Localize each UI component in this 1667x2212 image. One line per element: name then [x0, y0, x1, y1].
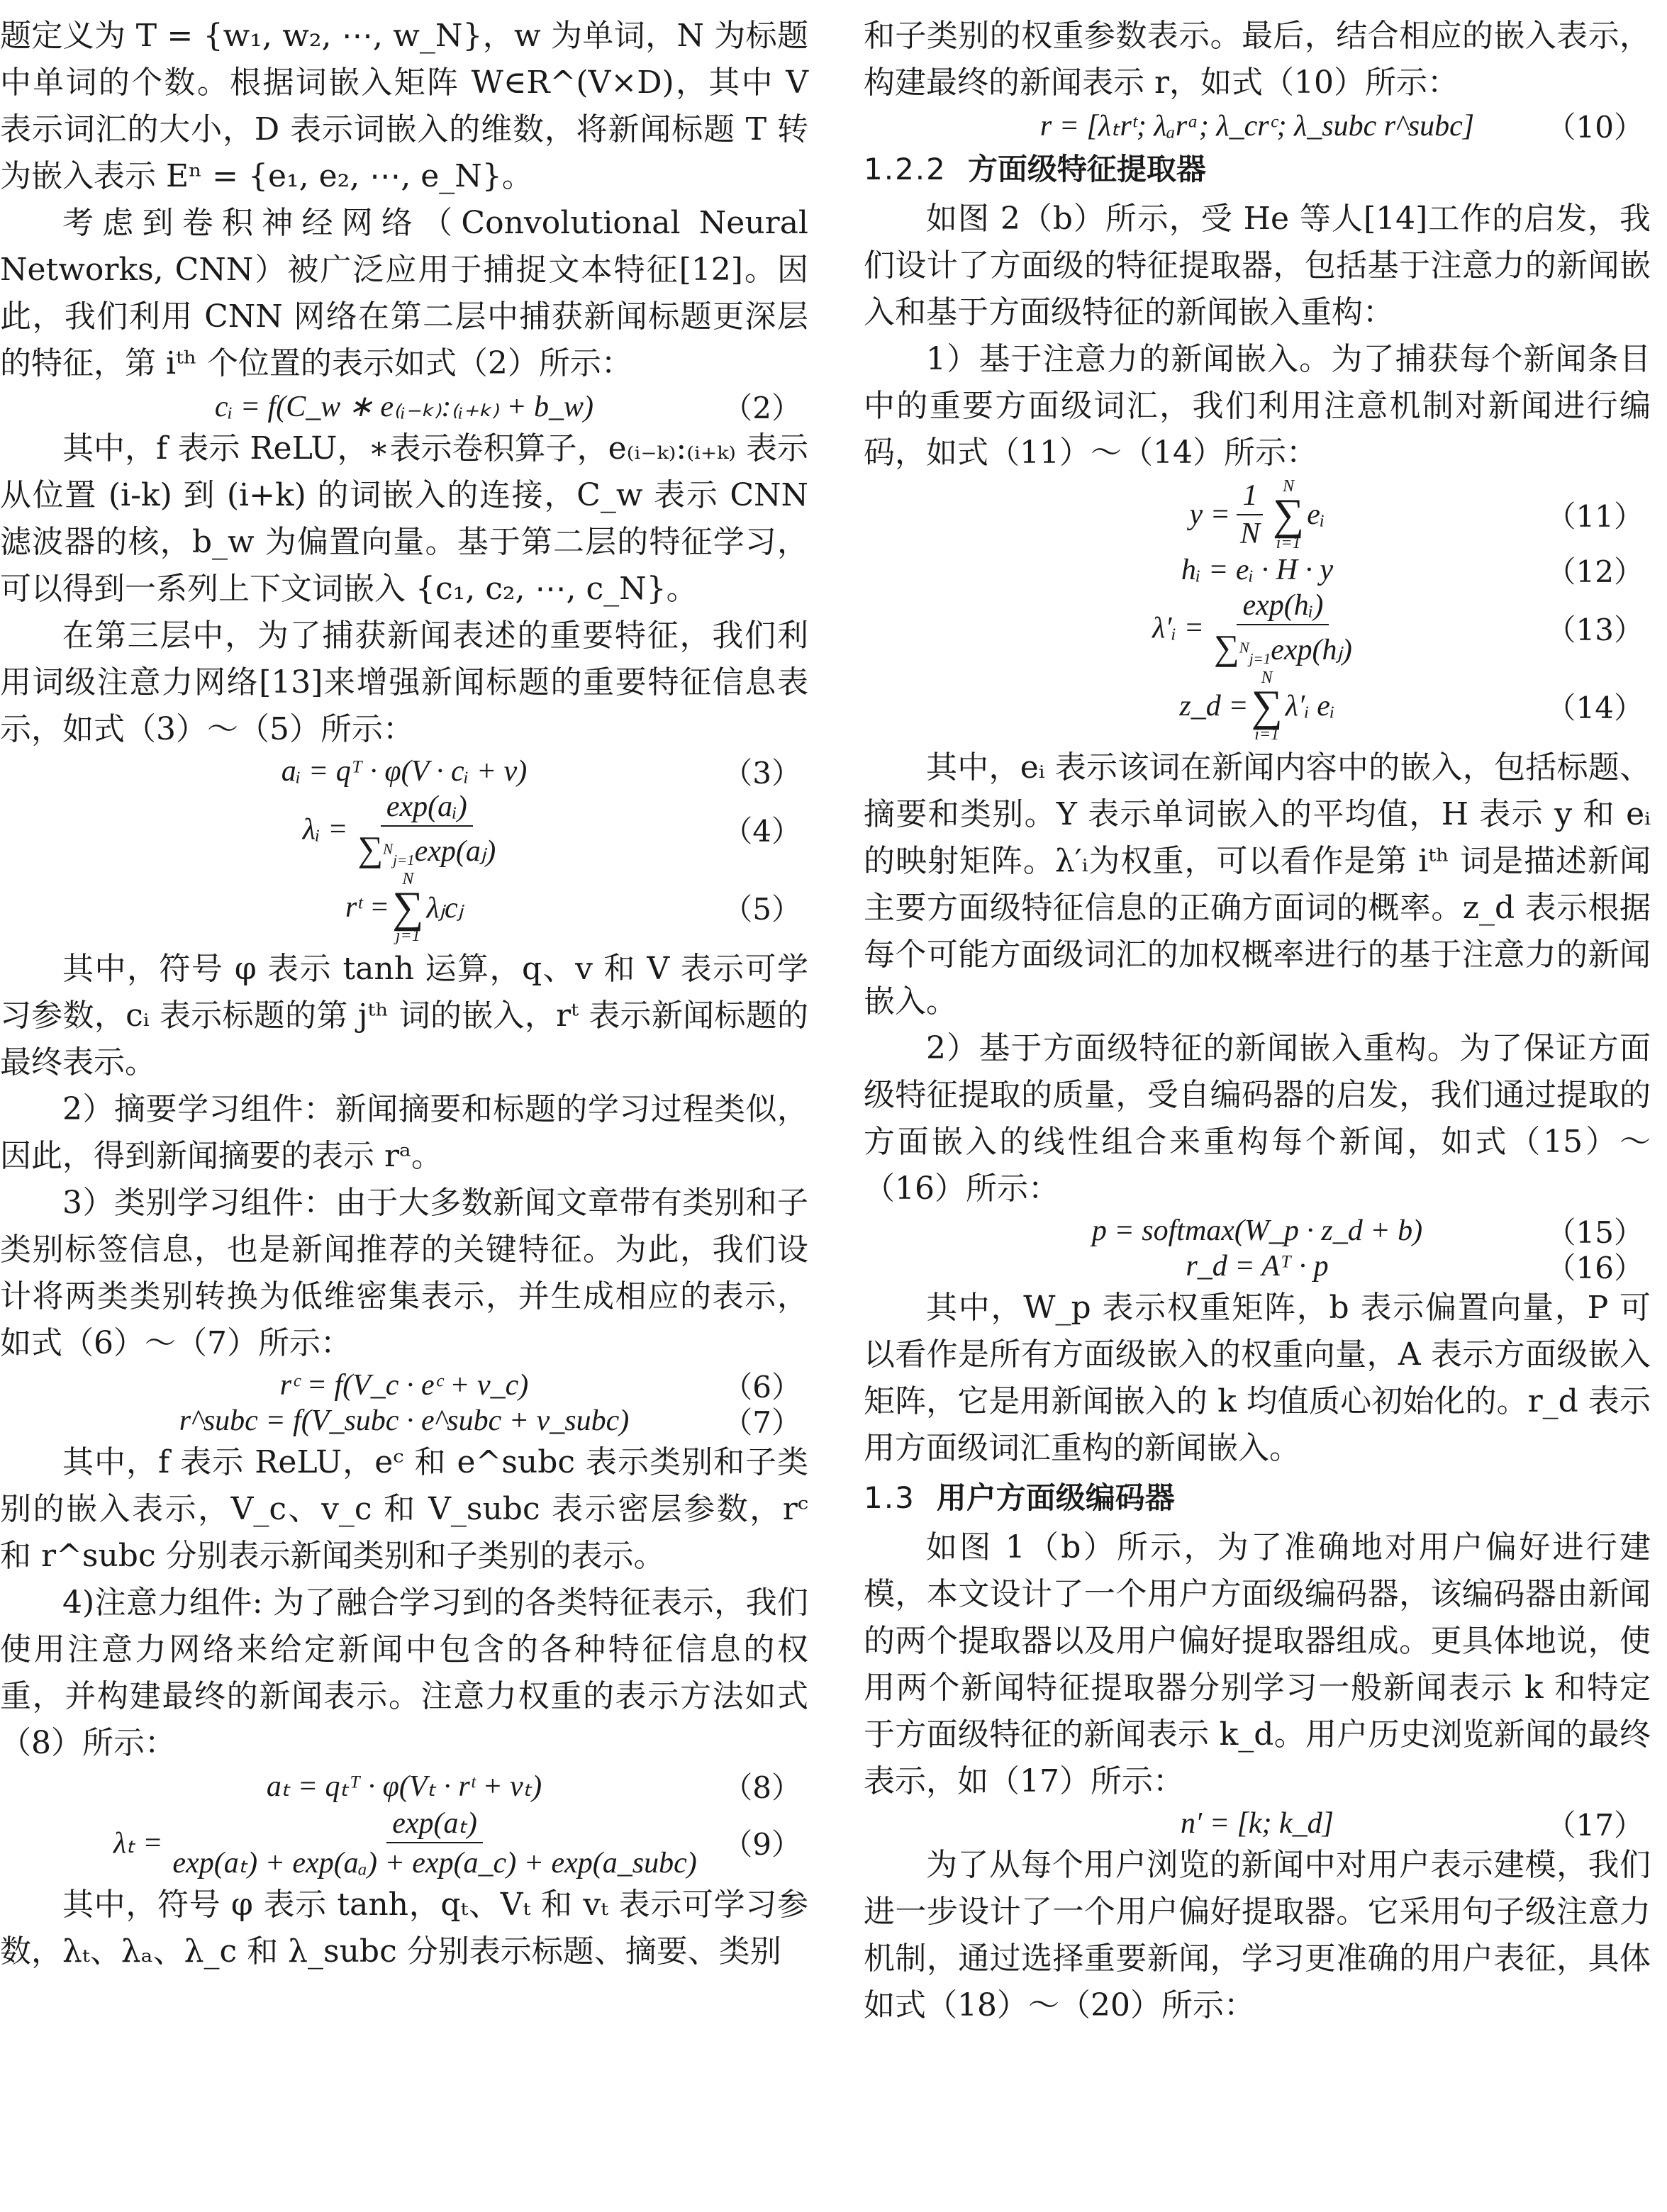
equation-17-body: n′ = [k; k_d]	[1181, 1807, 1334, 1840]
equation-13-number: （13）	[1546, 613, 1644, 648]
equation-5-lhs: rᵗ =	[345, 891, 390, 925]
equation-11-sum-upper: N	[1283, 477, 1295, 496]
equation-4	[0, 790, 808, 869]
equation-14-rhs: λ′ᵢ eᵢ	[1285, 690, 1335, 723]
equation-13	[864, 588, 1651, 668]
equation-6	[0, 1368, 808, 1405]
section-heading-1-2-2	[864, 146, 1651, 193]
equation-13-sum-upper: N	[1239, 639, 1249, 657]
left-paragraph-7: 3）类别学习组件：由于大多数新闻文章带有类别和子类别标签信息，也是新闻推荐的关键特征。为此，我们设计将两类类别转换为低维密集表示，并生成相应的表示，如式（6）～（7）所示：	[0, 1185, 808, 1362]
section-number-1-3: 1.3	[864, 1480, 915, 1516]
right-paragraph-6: 其中，W_p 表示权重矩阵，b 表示偏置向量，P 可以看作是所有方面级嵌入的权重向量，A 表示方面级嵌入矩阵，它是用新闻嵌入的 k 均值质心初始化的。r_d 表示用方面级词汇重构的新闻嵌入。	[864, 1290, 1651, 1467]
equation-4-denominator: ∑$^N_{j=1}$exp(aⱼ)	[357, 829, 496, 869]
equation-12-number: （12）	[1546, 554, 1644, 589]
equation-13-denominator: ∑$^N_{j=1}$exp(hⱼ)	[1214, 627, 1352, 668]
equation-4-fraction	[352, 790, 501, 869]
right-paragraph-7: 如图 1（b）所示，为了准确地对用户偏好进行建模，本文设计了一个用户方面级编码器，该编码器由新闻的两个提取器以及用户偏好提取器组成。更具体地说，使用两个新闻特征提取器分别学习一般新闻表示 k 和特定于方面级特征的新闻表示 k_d。用户历史浏览新闻的最终表示，如（17）所示：	[864, 1529, 1651, 1800]
equation-2-number: （2）	[723, 391, 801, 425]
left-paragraph-6: 2）摘要学习组件：新闻摘要和标题的学习过程类似，因此，得到新闻摘要的表示 rᵃ。	[0, 1091, 808, 1175]
equation-11-fraction	[1234, 479, 1266, 551]
equation-15-number: （15）	[1546, 1215, 1644, 1251]
equation-12-body: hᵢ = eᵢ · H · y	[1181, 554, 1334, 586]
equation-12	[864, 553, 1651, 587]
equation-4-sum-upper: N	[383, 840, 394, 858]
equation-6-number: （6）	[723, 1370, 801, 1405]
equation-13-numerator: exp(hᵢ)	[1237, 588, 1329, 625]
equation-5	[0, 871, 808, 944]
equation-9-fraction	[167, 1805, 702, 1880]
left-paragraph-4: 在第三层中，为了捕获新闻表述的重要特征，我们利用词级注意力网络[13]来增强新闻标题的重要特征信息表示，如式（3）～（5）所示：	[0, 618, 808, 747]
equation-11-sum-lower: i=1	[1276, 534, 1301, 552]
left-paragraph-9: 4)注意力组件: 为了融合学习到的各类特征表示，我们使用注意力网络来给定新闻中包含的各种特征信息的权重，并构建最终的新闻表示。注意力权重的表示方法如式（8）所示：	[0, 1585, 808, 1762]
equation-14-number: （14）	[1546, 691, 1644, 726]
equation-2-body: cᵢ = f(C_w ∗ e₍ᵢ₋ₖ₎:₍ᵢ₊ₖ₎ + b_w)	[214, 391, 594, 423]
equation-11	[864, 478, 1651, 552]
equation-11-lhs: y =	[1189, 498, 1230, 531]
equation-15-body: p = softmax(W_p · z_d + b)	[1091, 1214, 1423, 1248]
equation-16-body: r_d = Aᵀ · p	[1186, 1250, 1329, 1283]
equation-8	[0, 1768, 808, 1804]
equation-11-sum	[1273, 478, 1304, 552]
equation-13-lhs: λ′ᵢ =	[1152, 612, 1205, 645]
equation-5-rhs: λⱼcⱼ	[426, 892, 463, 925]
equation-9	[0, 1805, 808, 1880]
equation-2	[0, 389, 808, 424]
equation-16-number: （16）	[1546, 1251, 1644, 1286]
sigma-symbol: ∑	[1273, 491, 1305, 539]
left-paragraph-8: 其中，f 表示 ReLU，eᶜ 和 e^subc 表示类别和子类别的嵌入表示，V_c、v_c 和 V_subc 表示密层参数，rᶜ 和 r^subc 分别表示新闻类别和子类别的表示。	[0, 1444, 808, 1575]
equation-8-body: aₜ = qₜᵀ · φ(Vₜ · rᵗ + vₜ)	[266, 1770, 542, 1804]
equation-16	[864, 1249, 1651, 1286]
equation-13-den-text: exp(hⱼ)	[1271, 634, 1352, 666]
equation-10	[864, 108, 1651, 143]
left-column	[0, 13, 808, 1975]
equation-9-number: （9）	[723, 1827, 801, 1862]
equation-4-numerator: exp(aᵢ)	[381, 790, 473, 827]
equation-11-number: （11）	[1546, 499, 1644, 534]
equation-4-sum-lower: j=1	[393, 851, 415, 869]
sigma-symbol: ∑	[1251, 682, 1283, 731]
equation-14-lhs: z_d =	[1179, 690, 1249, 723]
equation-3-number: （3）	[723, 756, 801, 791]
equation-5-sum-upper: N	[402, 870, 414, 889]
left-paragraph-5: 其中，符号 φ 表示 tanh 运算，q、v 和 V 表示可学习参数，cᵢ 表示标题的第 jᵗʰ 词的嵌入，rᵗ 表示新闻标题的最终表示。	[0, 951, 808, 1081]
equation-17-number: （17）	[1546, 1808, 1644, 1843]
equation-3-body: aᵢ = qᵀ · φ(V · cᵢ + v)	[281, 755, 528, 788]
sigma-symbol: ∑	[392, 883, 424, 932]
equation-14-sum-lower: i=1	[1254, 725, 1280, 744]
equation-9-numerator: exp(aₜ)	[386, 1805, 483, 1843]
right-paragraph-4: 其中，eᵢ 表示该词在新闻内容中的嵌入，包括标题、摘要和类别。Y 表示单词嵌入的平均值，H 表示 y 和 eᵢ 的映射矩阵。λ′ᵢ为权重，可以看作是第 iᵗʰ 词是描述新闻主要方面级特征信息的正确方面词的概率。z_d 表示根据每个可能方面级词汇的加权概率进行的基于注意力的新闻嵌入。	[864, 749, 1651, 1020]
equation-6-body: rᶜ = f(V_c · eᶜ + v_c)	[279, 1369, 529, 1402]
right-paragraph-8: 为了从每个用户浏览的新闻中对用户表示建模，我们进一步设计了一个用户偏好提取器。它采用句子级注意力机制，通过选择重要新闻，学习更准确的用户表征，具体如式（18）～（20）所示：	[864, 1847, 1651, 2024]
section-number-1-2-2: 1.2.2	[864, 152, 947, 186]
equation-14-sum	[1251, 669, 1283, 743]
equation-4-number: （4）	[723, 814, 801, 849]
equation-9-denominator: exp(aₜ) + exp(aₐ) + exp(a_c) + exp(a_subc)	[172, 1847, 697, 1880]
equation-7-body: r^subc = f(V_subc · e^subc + v_subc)	[179, 1404, 630, 1438]
equation-11-rhs: eᵢ	[1307, 498, 1325, 531]
right-paragraph-3: 1）基于注意力的新闻嵌入。为了捕获每个新闻条目中的重要方面级词汇，我们利用注意机制对新闻进行编码，如式（11）～（14）所示：	[864, 341, 1651, 471]
left-paragraph-1: 题定义为 T = {w₁, w₂, ⋯, w_N}，w 为单词，N 为标题中单词的个数。根据词嵌入矩阵 W∈R^(V×D)，其中 V 表示词汇的大小，D 表示词嵌入的维数，将新闻标题 T 转为嵌入表示 Eⁿ = {e₁, e₂, ⋯, e_N}。	[0, 18, 808, 194]
left-paragraph-2: 考虑到卷积神经网络（Convolutional Neural Networks, CNN）被广泛应用于捕捉文本特征[12]。因此，我们利用 CNN 网络在第二层中捕获新闻标题更深层的特征，第 iᵗʰ 个位置的表示如式（2）所示：	[0, 205, 808, 381]
right-paragraph-2: 如图 2（b）所示，受 He 等人[14]工作的启发，我们设计了方面级的特征提取器，包括基于注意力的新闻嵌入和基于方面级特征的新闻嵌入重构：	[864, 201, 1651, 330]
equation-13-fraction	[1208, 588, 1358, 668]
equation-4-lhs: λᵢ =	[302, 813, 348, 847]
equation-3	[0, 754, 808, 791]
equation-5-number: （5）	[723, 892, 801, 927]
equation-5-sum	[392, 871, 423, 944]
equation-10-number: （10）	[1546, 110, 1644, 145]
section-title-1-3: 用户方面级编码器	[936, 1480, 1175, 1516]
left-paragraph-3: 其中，f 表示 ReLU，∗表示卷积算子，e₍ᵢ₋ₖ₎:₍ᵢ₊ₖ₎ 表示从位置 (i-k) 到 (i+k) 的词嵌入的连接，C_w 表示 CNN 滤波器的核，b_w 为偏置向量。基于第二层的特征学习，可以得到一系列上下文词嵌入 {c₁, c₂, ⋯, c_N}。	[0, 430, 808, 607]
right-paragraph-5: 2）基于方面级特征的新闻嵌入重构。为了保证方面级特征提取的质量，受自编码器的启发，我们通过提取的方面嵌入的线性组合来重构每个新闻，如式（15）～（16）所示：	[864, 1030, 1651, 1207]
equation-11-denominator: N	[1239, 518, 1260, 550]
equation-17	[864, 1806, 1651, 1843]
equation-10-body: r = [λₜrᵗ; λₐrᵃ; λ_crᶜ; λ_subc r^subc]	[1039, 110, 1475, 143]
right-paragraph-1: 和子类别的权重参数表示。最后，结合相应的嵌入表示，构建最终的新闻表示 r，如式（10）所示：	[864, 18, 1651, 101]
equation-5-sum-lower: j=1	[395, 927, 420, 946]
equation-7-number: （7）	[723, 1405, 801, 1441]
equation-7	[0, 1404, 808, 1441]
section-title-1-2-2: 方面级特征提取器	[967, 152, 1206, 186]
section-heading-1-3	[864, 1475, 1651, 1521]
equation-15	[864, 1214, 1651, 1251]
equation-14-sum-upper: N	[1261, 669, 1273, 688]
equation-11-numerator: 1	[1237, 479, 1263, 515]
equation-9-lhs: λₜ =	[113, 1827, 163, 1860]
left-paragraph-10: 其中，符号 φ 表示 tanh，qₜ、Vₜ 和 vₜ 表示可学习参数，λₜ、λₐ、λ_c 和 λ_subc 分别表示标题、摘要、类别	[0, 1887, 808, 1970]
equation-13-sum-lower: j=1	[1249, 650, 1271, 668]
equation-8-number: （8）	[723, 1770, 801, 1806]
equation-4-den-text: exp(aⱼ)	[414, 835, 496, 868]
equation-14	[864, 669, 1651, 743]
right-column	[864, 13, 1651, 2029]
